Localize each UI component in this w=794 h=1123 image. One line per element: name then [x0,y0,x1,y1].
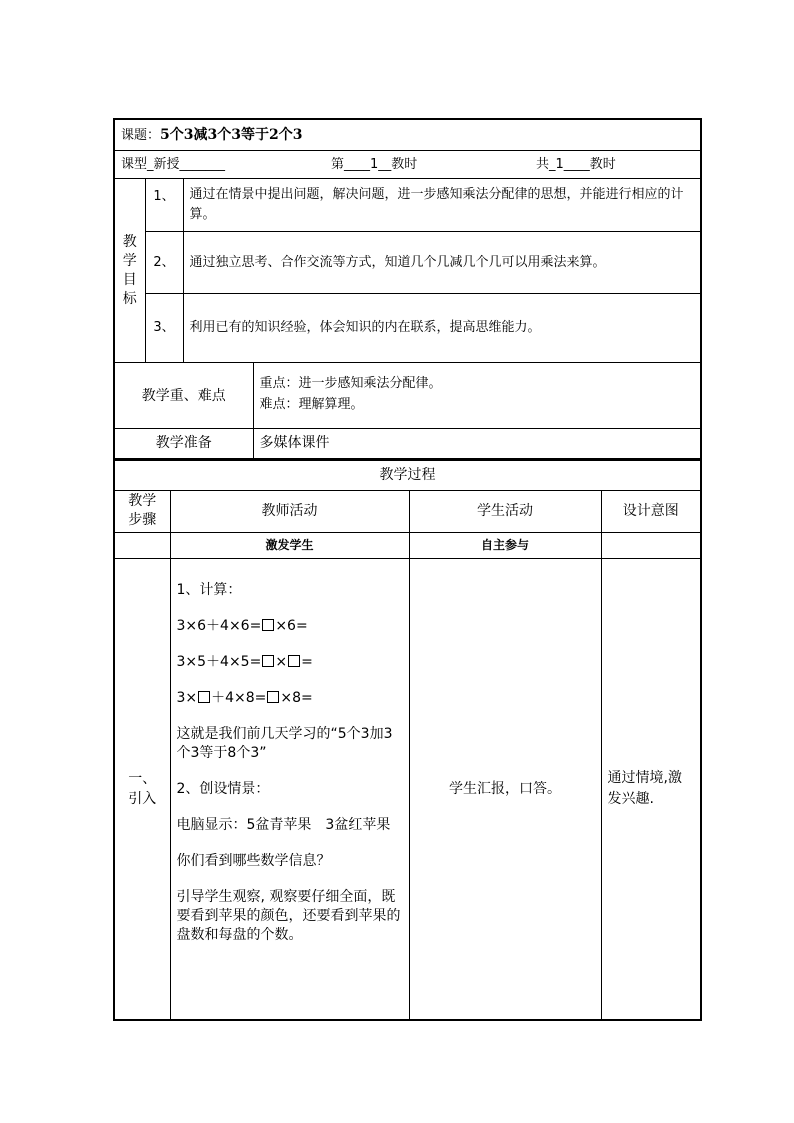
title-text: 5个3减3个3等于2个3 [160,126,303,143]
blank-box-icon [262,619,274,631]
step-name: 一、 引入 [114,558,170,1020]
title-prefix: 课题： [121,127,161,143]
scene-title: 2、创设情景： [176,780,270,797]
teacher-column-header: 教师活动 [170,490,409,532]
lesson-title [114,119,701,151]
key-point: 重点：进一步感知乘法分配律。 [259,376,442,391]
process-heading: 教学过程 [114,460,701,490]
design-column-header: 设计意图 [601,490,701,532]
lesson-plan [113,118,700,1021]
goal-number: 3、 [145,294,183,363]
goal-number: 2、 [145,232,183,294]
student-activity: 学生汇报，口答。 [409,558,601,1020]
teacher-subheader: 激发学生 [170,532,409,558]
goal-text: 通过在情景中提出问题，解决问题，进一步感知乘法分配律的思想，并能进行相应的计算。 [183,179,701,232]
header-table [113,118,702,460]
key-points-label: 教学重、难点 [114,363,253,429]
blank-box-icon [267,691,279,703]
goal-text: 利用已有的知识经验，体会知识的内在联系，提高思维能力。 [183,294,701,363]
design-intent: 通过情境,激发兴趣. [601,558,701,1020]
difficulty-point: 难点：理解算理。 [259,397,364,412]
equation: 3× ＋4×8= ×8= [176,689,313,706]
review-text: 这就是我们前几天学习的“5个3加3个3等于8个3” [176,725,393,761]
student-column-header: 学生活动 [409,490,601,532]
calc-title: 1、计算： [176,581,242,598]
step-column-header: 教学 步骤 [114,490,170,532]
blank-box-icon [288,655,300,667]
equation: 3×5＋4×5= × = [176,653,313,670]
equation: 3×6＋4×6= ×6= [176,617,308,634]
lesson-type: 课型_新授_______ [121,156,226,172]
prep-label: 教学准备 [114,429,253,459]
blank-box-icon [198,691,210,703]
screen-display: 电脑显示：5盆青苹果 3盆红苹果 [176,816,391,833]
session-total: 共_1____教时 [536,156,616,172]
goals-header: 教 学 目 标 [114,179,145,363]
meta-row [114,151,701,179]
guide-text: 引导学生观察, 观察要仔细全面，既要看到苹果的颜色，还要看到苹果的盘数和每盘的个数。 [176,888,401,943]
teacher-activity [170,558,409,1020]
prep-value: 多媒体课件 [253,429,701,459]
key-points-content [253,363,701,429]
blank-box-icon [262,655,274,667]
process-table [113,460,702,1022]
question-text: 你们看到哪些数学信息？ [176,852,331,869]
goal-number: 1、 [145,179,183,232]
goal-text: 通过独立思考、合作交流等方式，知道几个几减几个几可以用乘法来算。 [183,232,701,294]
student-subheader: 自主参与 [409,532,601,558]
session-number: 第____1__教时 [331,156,418,172]
